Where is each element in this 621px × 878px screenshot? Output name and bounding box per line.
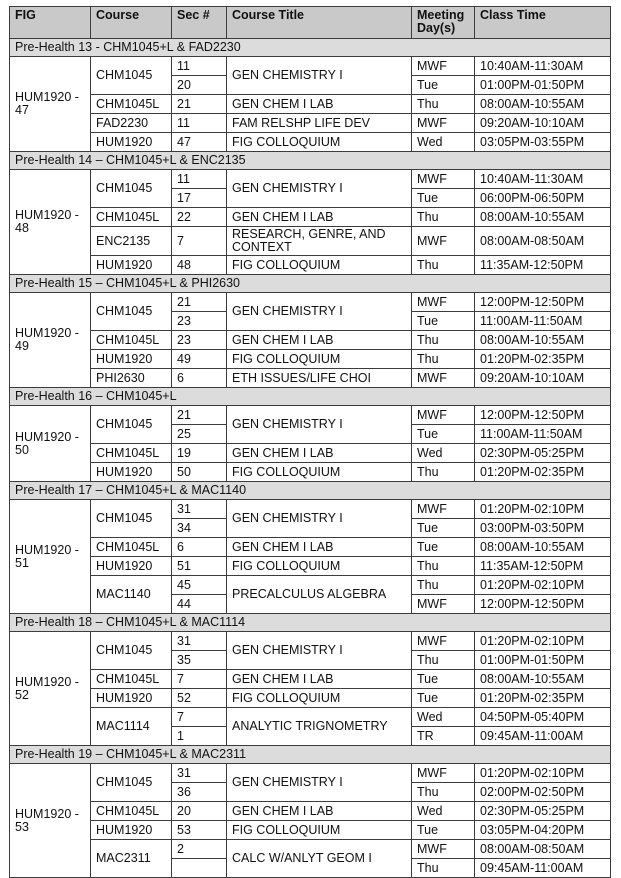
course-code: MAC1140 xyxy=(91,576,172,614)
group-title: Pre-Health 14 – CHM1045+L & ENC2135 xyxy=(10,152,611,170)
meeting-days: MWF xyxy=(412,500,475,519)
course-title: GEN CHEM I LAB xyxy=(227,95,412,114)
section-number: 53 xyxy=(172,821,227,840)
course-code: CHM1045L xyxy=(91,538,172,557)
course-title: PRECALCULUS ALGEBRA xyxy=(227,576,412,614)
table-row xyxy=(10,256,611,275)
section-number: 11 xyxy=(172,57,227,76)
table-row xyxy=(10,840,611,859)
header-class-time: Class Time xyxy=(475,7,611,39)
class-time: 11:35AM-12:50PM xyxy=(475,256,611,275)
course-code: CHM1045 xyxy=(91,500,172,538)
table-row xyxy=(10,821,611,840)
meeting-days: Thu xyxy=(412,208,475,227)
class-time: 01:20PM-02:10PM xyxy=(475,500,611,519)
fig-code: HUM1920 - 47 xyxy=(10,57,91,152)
meeting-days: Wed xyxy=(412,802,475,821)
course-code: HUM1920 xyxy=(91,463,172,482)
meeting-days: MWF xyxy=(412,632,475,651)
section-number: 47 xyxy=(172,133,227,152)
section-number: 31 xyxy=(172,764,227,783)
header-fig: FIG xyxy=(10,7,91,39)
section-number: 2 xyxy=(172,840,227,859)
course-title: FIG COLLOQUIUM xyxy=(227,557,412,576)
course-code: PHI2630 xyxy=(91,369,172,388)
course-title: GEN CHEMISTRY I xyxy=(227,406,412,444)
table-row xyxy=(10,208,611,227)
meeting-days: Tue xyxy=(412,189,475,208)
meeting-days: MWF xyxy=(412,293,475,312)
table-row xyxy=(10,764,611,783)
class-time: 08:00AM-10:55AM xyxy=(475,670,611,689)
course-code: CHM1045L xyxy=(91,670,172,689)
section-number: 22 xyxy=(172,208,227,227)
section-number: 45 xyxy=(172,576,227,595)
meeting-days: Thu xyxy=(412,783,475,802)
table-row xyxy=(10,708,611,727)
course-title: GEN CHEM I LAB xyxy=(227,331,412,350)
section-number: 23 xyxy=(172,312,227,331)
meeting-days: MWF xyxy=(412,406,475,425)
table-row xyxy=(10,632,611,651)
class-time: 12:00PM-12:50PM xyxy=(475,595,611,614)
course-title: FIG COLLOQUIUM xyxy=(227,821,412,840)
class-time: 06:00PM-06:50PM xyxy=(475,189,611,208)
class-time: 01:20PM-02:35PM xyxy=(475,350,611,369)
course-title: GEN CHEMISTRY I xyxy=(227,170,412,208)
table-row xyxy=(10,576,611,595)
section-number: 52 xyxy=(172,689,227,708)
meeting-days: Thu xyxy=(412,651,475,670)
meeting-days: Wed xyxy=(412,708,475,727)
course-code: CHM1045 xyxy=(91,632,172,670)
class-time: 02:00PM-02:50PM xyxy=(475,783,611,802)
course-code: MAC2311 xyxy=(91,840,172,878)
class-time: 03:05PM-03:55PM xyxy=(475,133,611,152)
meeting-days: Tue xyxy=(412,689,475,708)
fig-code: HUM1920 - 53 xyxy=(10,764,91,878)
meeting-days: Thu xyxy=(412,95,475,114)
meeting-days: Thu xyxy=(412,331,475,350)
section-number: 21 xyxy=(172,406,227,425)
section-number: 31 xyxy=(172,500,227,519)
section-number: 36 xyxy=(172,783,227,802)
meeting-days: MWF xyxy=(412,369,475,388)
table-row xyxy=(10,369,611,388)
class-time: 09:20AM-10:10AM xyxy=(475,114,611,133)
section-number: 25 xyxy=(172,425,227,444)
group-title-row xyxy=(10,275,611,293)
table-header xyxy=(10,7,611,39)
course-code: HUM1920 xyxy=(91,256,172,275)
class-time: 11:00AM-11:50AM xyxy=(475,312,611,331)
section-number: 48 xyxy=(172,256,227,275)
meeting-days: Tue xyxy=(412,76,475,95)
section-number: 31 xyxy=(172,632,227,651)
section-number: 11 xyxy=(172,114,227,133)
class-time: 01:20PM-02:35PM xyxy=(475,463,611,482)
table-row xyxy=(10,114,611,133)
table-row xyxy=(10,689,611,708)
class-time: 03:00PM-03:50PM xyxy=(475,519,611,538)
meeting-days: MWF xyxy=(412,57,475,76)
schedule-container xyxy=(9,6,611,878)
group-title: Pre-Health 16 – CHM1045+L xyxy=(10,388,611,406)
section-number: 11 xyxy=(172,170,227,189)
section-number: 7 xyxy=(172,708,227,727)
section-number: 6 xyxy=(172,538,227,557)
course-code: HUM1920 xyxy=(91,350,172,369)
table-row xyxy=(10,331,611,350)
class-time: 11:35AM-12:50PM xyxy=(475,557,611,576)
course-title: CALC W/ANLYT GEOM I xyxy=(227,840,412,878)
class-time: 03:05PM-04:20PM xyxy=(475,821,611,840)
class-time: 09:20AM-10:10AM xyxy=(475,369,611,388)
section-number: 19 xyxy=(172,444,227,463)
header-course: Course xyxy=(91,7,172,39)
section-number: 1 xyxy=(172,727,227,746)
class-time: 01:00PM-01:50PM xyxy=(475,76,611,95)
group-title-row xyxy=(10,614,611,632)
group-title: Pre-Health 19 – CHM1045+L & MAC2311 xyxy=(10,746,611,764)
table-row xyxy=(10,670,611,689)
table-row xyxy=(10,538,611,557)
section-number: 23 xyxy=(172,331,227,350)
course-code: CHM1045 xyxy=(91,406,172,444)
course-code: HUM1920 xyxy=(91,133,172,152)
class-time: 04:50PM-05:40PM xyxy=(475,708,611,727)
class-time: 08:00AM-10:55AM xyxy=(475,95,611,114)
course-code: CHM1045 xyxy=(91,57,172,95)
course-title: GEN CHEM I LAB xyxy=(227,444,412,463)
section-number: 50 xyxy=(172,463,227,482)
header-section: Sec # xyxy=(172,7,227,39)
course-title: GEN CHEMISTRY I xyxy=(227,293,412,331)
course-title: GEN CHEMISTRY I xyxy=(227,632,412,670)
section-number: 7 xyxy=(172,227,227,256)
meeting-days: Thu xyxy=(412,557,475,576)
section-number: 20 xyxy=(172,76,227,95)
course-code: CHM1045L xyxy=(91,444,172,463)
class-time: 10:40AM-11:30AM xyxy=(475,57,611,76)
group-title-row xyxy=(10,388,611,406)
class-time: 10:40AM-11:30AM xyxy=(475,170,611,189)
course-title: FAM RELSHP LIFE DEV xyxy=(227,114,412,133)
meeting-days: Tue xyxy=(412,538,475,557)
class-time: 01:20PM-02:10PM xyxy=(475,764,611,783)
meeting-days: Tue xyxy=(412,425,475,444)
meeting-days: Wed xyxy=(412,133,475,152)
group-title: Pre-Health 17 – CHM1045+L & MAC1140 xyxy=(10,482,611,500)
course-title: GEN CHEM I LAB xyxy=(227,538,412,557)
section-number: 20 xyxy=(172,802,227,821)
class-time: 02:30PM-05:25PM xyxy=(475,444,611,463)
table-body xyxy=(10,39,611,878)
class-time: 08:00AM-10:55AM xyxy=(475,538,611,557)
section-number: 49 xyxy=(172,350,227,369)
table-row xyxy=(10,500,611,519)
class-time: 08:00AM-10:55AM xyxy=(475,331,611,350)
course-title: GEN CHEMISTRY I xyxy=(227,57,412,95)
table-row xyxy=(10,406,611,425)
section-number: 35 xyxy=(172,651,227,670)
group-title-row xyxy=(10,482,611,500)
meeting-days: Tue xyxy=(412,519,475,538)
course-code: MAC1114 xyxy=(91,708,172,746)
table-row xyxy=(10,57,611,76)
class-time: 12:00PM-12:50PM xyxy=(475,293,611,312)
meeting-days: Tue xyxy=(412,670,475,689)
table-row xyxy=(10,227,611,256)
course-title: GEN CHEMISTRY I xyxy=(227,500,412,538)
course-code: HUM1920 xyxy=(91,557,172,576)
meeting-days: TR xyxy=(412,727,475,746)
meeting-days: Thu xyxy=(412,256,475,275)
meeting-days: MWF xyxy=(412,170,475,189)
table-row xyxy=(10,350,611,369)
class-time: 01:20PM-02:35PM xyxy=(475,689,611,708)
meeting-days: Tue xyxy=(412,312,475,331)
meeting-days: Thu xyxy=(412,350,475,369)
section-number: 7 xyxy=(172,670,227,689)
meeting-days: MWF xyxy=(412,595,475,614)
class-time: 08:00AM-10:55AM xyxy=(475,208,611,227)
fig-code: HUM1920 - 52 xyxy=(10,632,91,746)
fig-code: HUM1920 - 49 xyxy=(10,293,91,388)
course-title: GEN CHEM I LAB xyxy=(227,802,412,821)
course-code: CHM1045L xyxy=(91,208,172,227)
class-time: 08:00AM-08:50AM xyxy=(475,227,611,256)
course-title: GEN CHEM I LAB xyxy=(227,208,412,227)
course-title: ETH ISSUES/LIFE CHOI xyxy=(227,369,412,388)
class-time: 01:00PM-01:50PM xyxy=(475,651,611,670)
class-time: 01:20PM-02:10PM xyxy=(475,576,611,595)
class-time: 02:30PM-05:25PM xyxy=(475,802,611,821)
header-course-title: Course Title xyxy=(227,7,412,39)
course-code: CHM1045 xyxy=(91,293,172,331)
class-time: 09:45AM-11:00AM xyxy=(475,859,611,878)
course-title: FIG COLLOQUIUM xyxy=(227,689,412,708)
section-number: 44 xyxy=(172,595,227,614)
course-title: GEN CHEM I LAB xyxy=(227,670,412,689)
course-title: ANALYTIC TRIGNOMETRY xyxy=(227,708,412,746)
meeting-days: MWF xyxy=(412,114,475,133)
meeting-days: Thu xyxy=(412,859,475,878)
course-code: CHM1045 xyxy=(91,170,172,208)
section-number: 21 xyxy=(172,293,227,312)
class-time: 12:00PM-12:50PM xyxy=(475,406,611,425)
meeting-days: Wed xyxy=(412,444,475,463)
course-code: FAD2230 xyxy=(91,114,172,133)
table-row xyxy=(10,133,611,152)
course-code: HUM1920 xyxy=(91,689,172,708)
section-number: 21 xyxy=(172,95,227,114)
table-row xyxy=(10,170,611,189)
class-time: 09:45AM-11:00AM xyxy=(475,727,611,746)
meeting-days: MWF xyxy=(412,764,475,783)
course-code: HUM1920 xyxy=(91,821,172,840)
meeting-days: MWF xyxy=(412,227,475,256)
group-title-row xyxy=(10,39,611,57)
table-row xyxy=(10,802,611,821)
course-title: GEN CHEMISTRY I xyxy=(227,764,412,802)
course-code: CHM1045L xyxy=(91,95,172,114)
course-title: FIG COLLOQUIUM xyxy=(227,463,412,482)
course-title: FIG COLLOQUIUM xyxy=(227,350,412,369)
header-row xyxy=(10,7,611,39)
course-title: FIG COLLOQUIUM xyxy=(227,133,412,152)
group-title-row xyxy=(10,152,611,170)
header-meeting-days: Meeting Day(s) xyxy=(412,7,475,39)
class-time: 08:00AM-08:50AM xyxy=(475,840,611,859)
fig-code: HUM1920 - 48 xyxy=(10,170,91,275)
schedule-table xyxy=(9,6,611,878)
section-number xyxy=(172,859,227,878)
course-title: FIG COLLOQUIUM xyxy=(227,256,412,275)
meeting-days: Thu xyxy=(412,463,475,482)
table-row xyxy=(10,557,611,576)
course-code: CHM1045L xyxy=(91,802,172,821)
table-row xyxy=(10,444,611,463)
group-title: Pre-Health 15 – CHM1045+L & PHI2630 xyxy=(10,275,611,293)
section-number: 6 xyxy=(172,369,227,388)
class-time: 11:00AM-11:50AM xyxy=(475,425,611,444)
group-title: Pre-Health 18 – CHM1045+L & MAC1114 xyxy=(10,614,611,632)
course-code: CHM1045L xyxy=(91,331,172,350)
meeting-days: MWF xyxy=(412,840,475,859)
section-number: 17 xyxy=(172,189,227,208)
group-title: Pre-Health 13 - CHM1045+L & FAD2230 xyxy=(10,39,611,57)
table-row xyxy=(10,463,611,482)
section-number: 34 xyxy=(172,519,227,538)
class-time: 01:20PM-02:10PM xyxy=(475,632,611,651)
section-number: 51 xyxy=(172,557,227,576)
meeting-days: Tue xyxy=(412,821,475,840)
fig-code: HUM1920 - 50 xyxy=(10,406,91,482)
meeting-days: Thu xyxy=(412,576,475,595)
course-code: ENC2135 xyxy=(91,227,172,256)
table-row xyxy=(10,95,611,114)
group-title-row xyxy=(10,746,611,764)
course-title: RESEARCH, GENRE, AND CONTEXT xyxy=(227,227,412,256)
course-code: CHM1045 xyxy=(91,764,172,802)
table-row xyxy=(10,293,611,312)
fig-code: HUM1920 - 51 xyxy=(10,500,91,614)
